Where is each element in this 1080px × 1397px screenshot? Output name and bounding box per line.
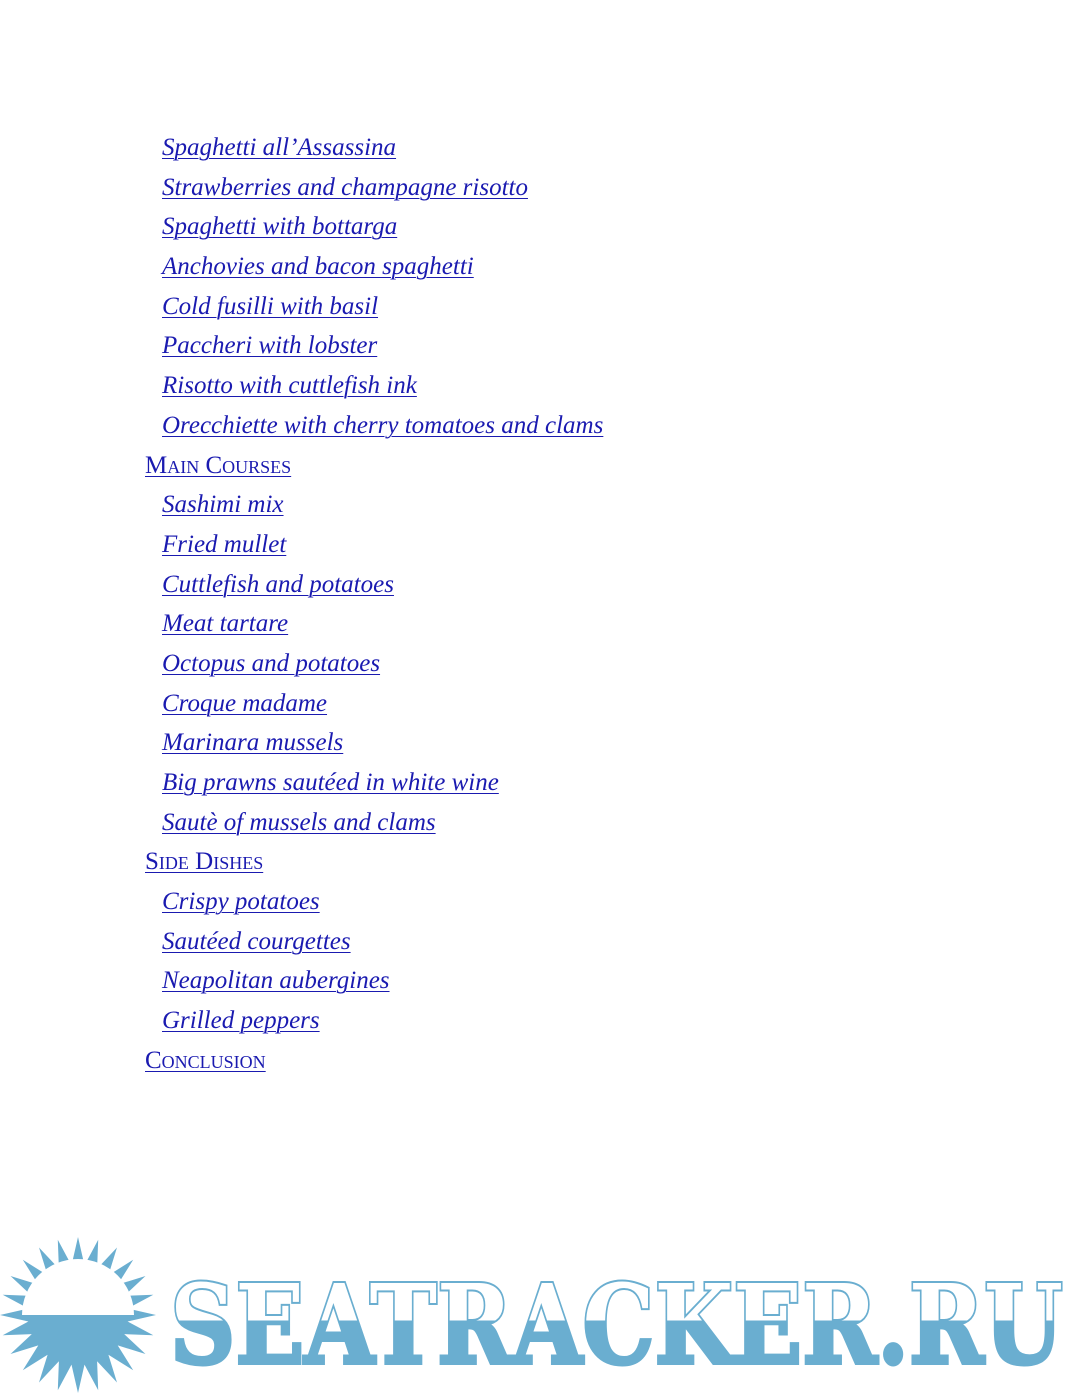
toc-recipe-link[interactable]: Cuttlefish and potatoes (162, 570, 394, 598)
toc-section-link[interactable]: Side Dishes (145, 848, 264, 876)
toc-recipe-link[interactable]: Grilled peppers (162, 1007, 320, 1035)
toc-recipe-link[interactable]: Orecchiette with cherry tomatoes and clams (162, 411, 604, 439)
toc-recipe-link[interactable]: Croque madame (162, 689, 328, 717)
watermark-text: SEATRACKER.RU (170, 1260, 1063, 1389)
toc-recipe-link[interactable]: Spaghetti all’Assassina (162, 134, 397, 161)
toc-recipe-link[interactable]: Big prawns sautéed in white wine (162, 769, 499, 796)
sun-icon (0, 1237, 156, 1393)
toc-recipe-link[interactable]: Spaghetti with bottarga (162, 213, 398, 241)
toc-recipe-link[interactable]: Fried mullet (162, 530, 287, 558)
toc-section-link[interactable]: Main Courses (145, 451, 292, 479)
toc-recipe-link[interactable]: Sautéed courgettes (162, 927, 351, 955)
toc-recipe-link[interactable]: Strawberries and champagne risotto (162, 173, 528, 201)
toc-recipe-link[interactable]: Sashimi mix (162, 491, 284, 519)
toc-recipe-link[interactable]: Sautè of mussels and clams (162, 808, 436, 836)
toc-recipe-link[interactable]: Risotto with cuttlefish ink (162, 372, 417, 400)
toc-recipe-link[interactable]: Paccheri with lobster (162, 332, 378, 360)
seatracker-watermark (0, 1236, 1080, 1397)
toc-recipe-link[interactable]: Marinara mussels (162, 729, 344, 757)
toc-recipe-link[interactable]: Cold fusilli with basil (162, 292, 379, 320)
toc-recipe-link[interactable]: Octopus and potatoes (162, 649, 381, 677)
toc-recipe-link[interactable]: Crispy potatoes (162, 888, 320, 916)
toc-section-link[interactable]: Conclusion (145, 1046, 266, 1074)
toc-recipe-link[interactable]: Meat tartare (162, 610, 289, 638)
toc-recipe-link[interactable]: Neapolitan aubergines (162, 967, 390, 995)
table-of-contents (0, 128, 1080, 1081)
toc-recipe-link[interactable]: Anchovies and bacon spaghetti (162, 253, 474, 281)
